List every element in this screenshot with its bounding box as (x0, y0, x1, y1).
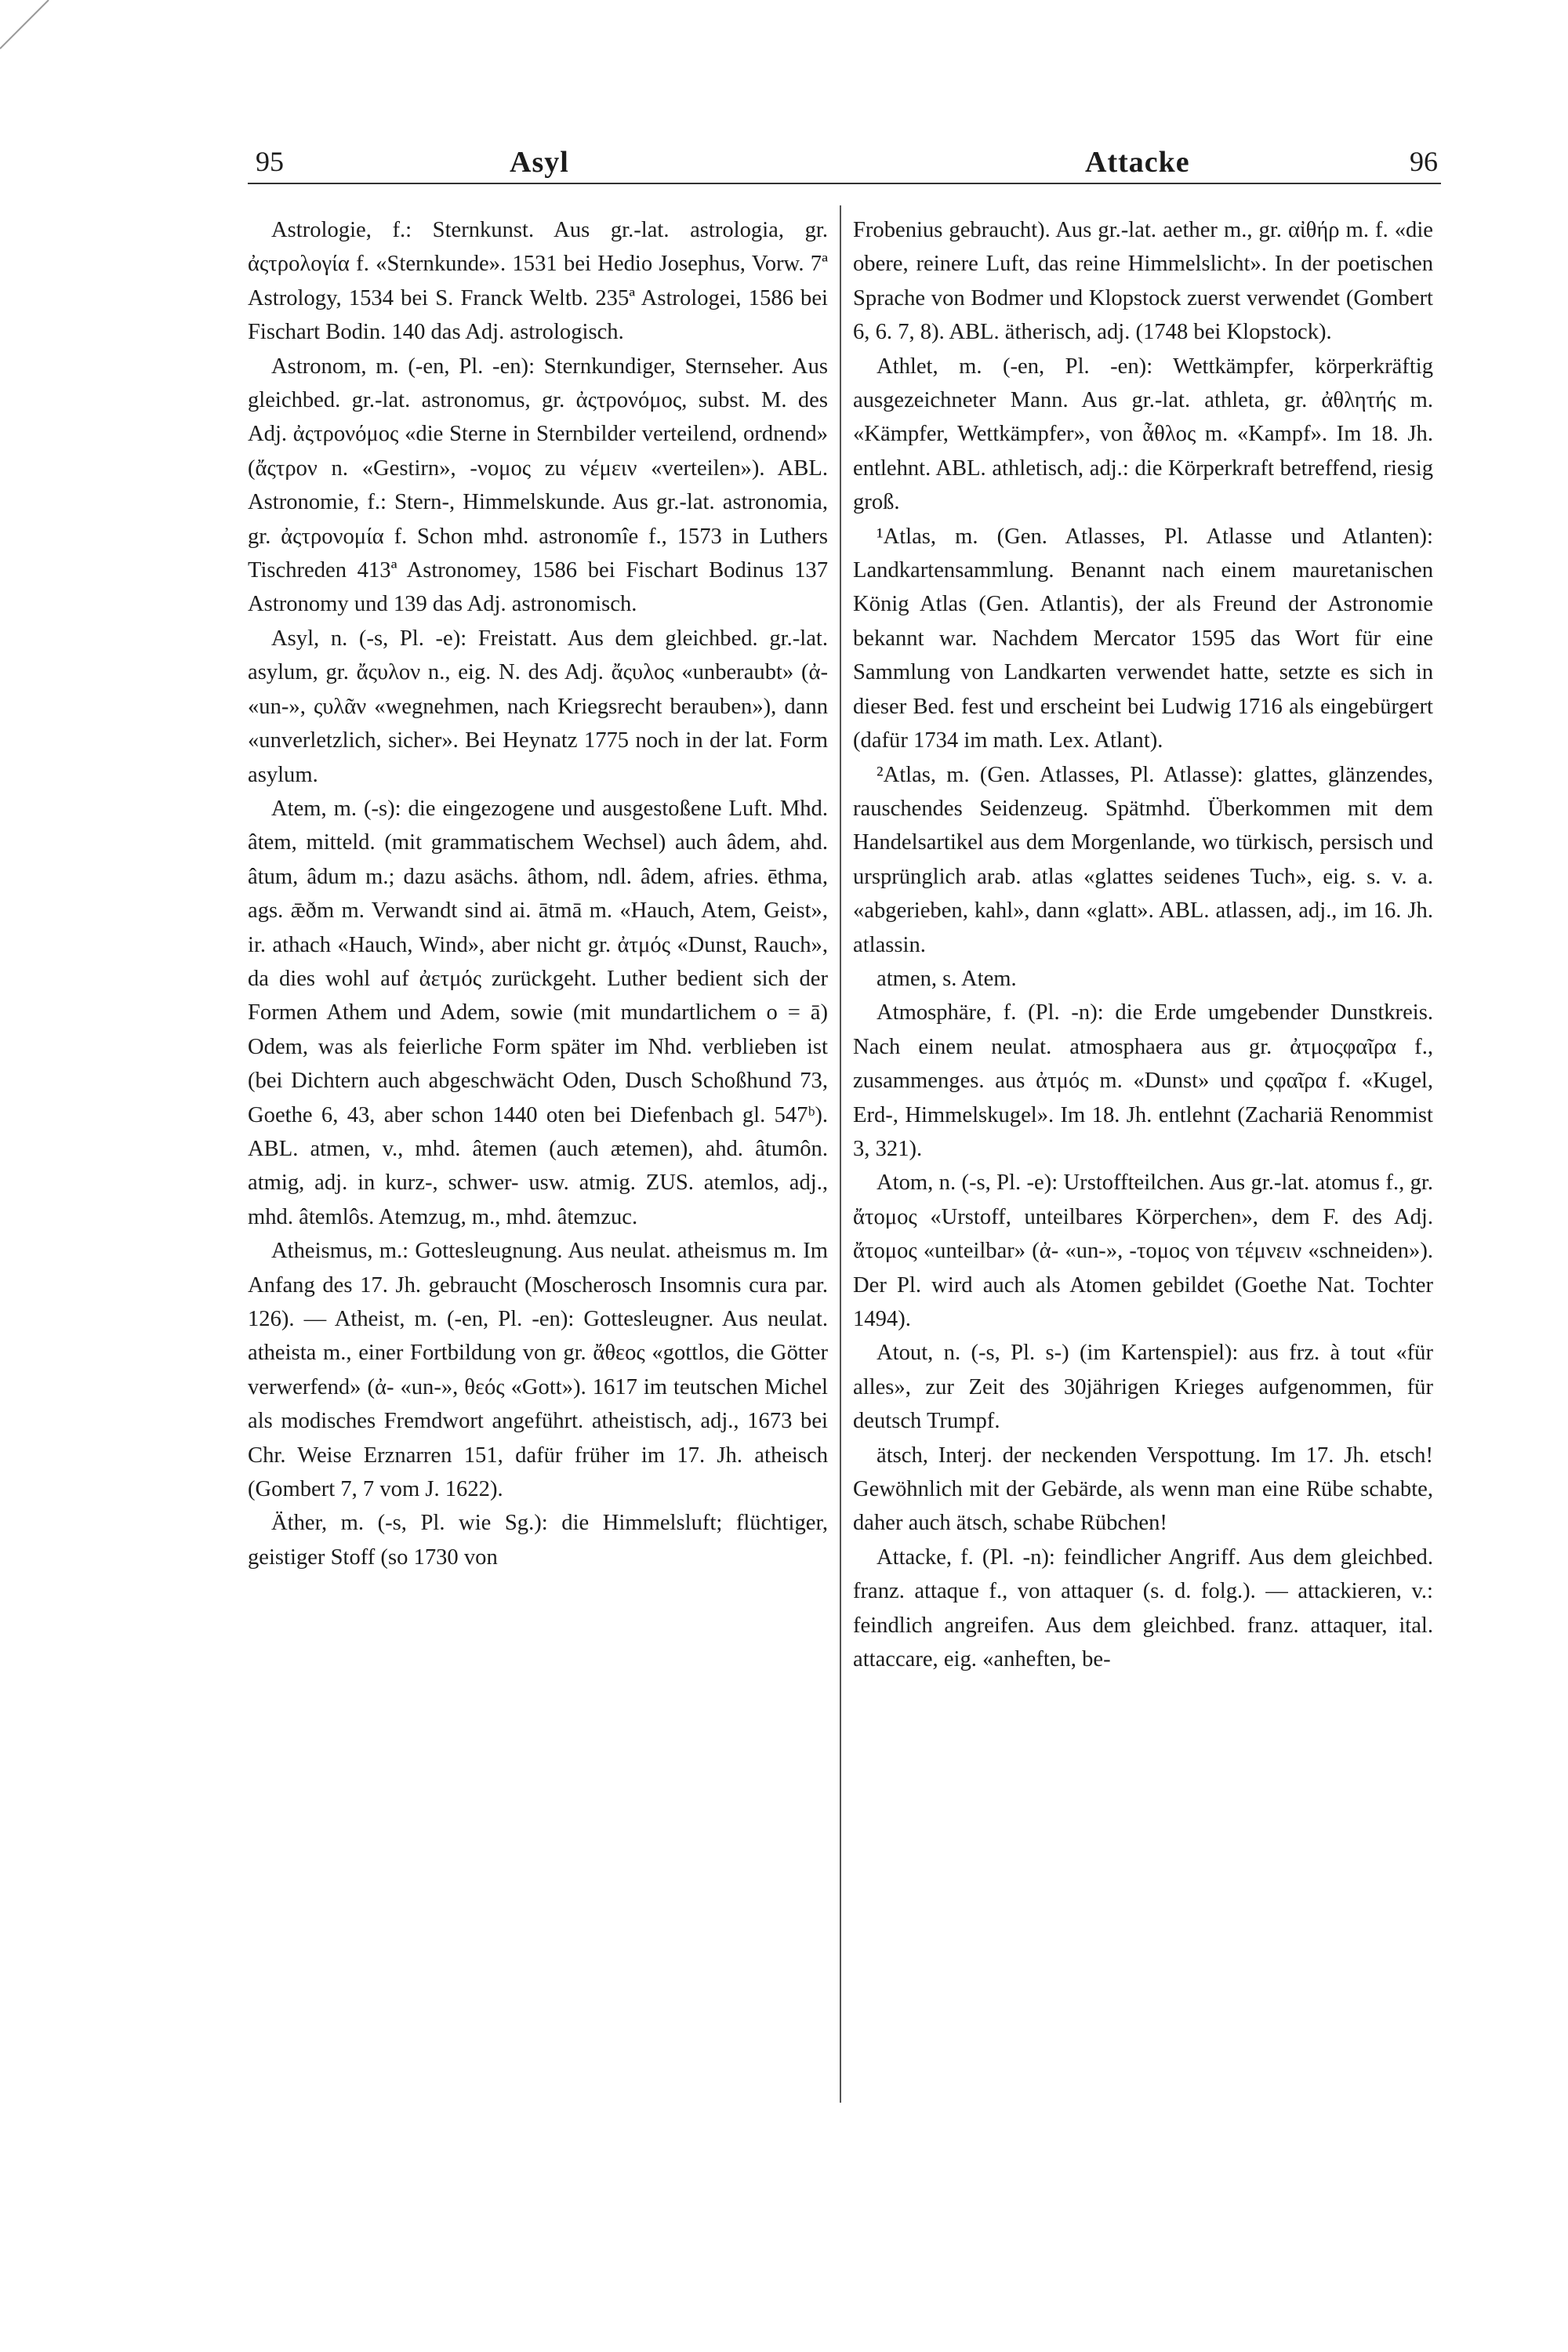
entry-atem: Atem, m. (-s): die eingezogene und ausgestoßene Luft. Mhd. âtem, mitteld. (mit grammatischem Wechsel) auch âdem, ahd. âtum, âdum m.; dazu asächs. âthom, ndl. âdem, afries. ēthma, ags. ǣðm m. Verwandt sind ai. ātmā m. «Hauch, Atem, Geist», ir. athach «Hauch, Wind», aber nicht gr. ἀτμός «Dunst, Rauch», da dies wohl auf ἀετμός zurückgeht. Luther bedient sich der Formen Athem und Adem, sowie (mit mundartlichem o = ā) Odem, was als feierliche Form später im Nhd. verblieben ist (bei Dichtern auch abgeschwächt Oden, Dusch Schoßhund 73, Goethe 6, 43, aber schon 1440 oten bei Diefenbach gl. 547ᵇ). ABL. atmen, v., mhd. âtemen (auch ætemen), ahd. âtumôn. atmig, adj. in kurz-, schwer- usw. atmig. ZUS. atemlos, adj., mhd. âtemlôs. Atemzug, m., mhd. âtemzuc. (248, 796, 828, 1229)
entry-astrologie: Astrologie, f.: Sternkunst. Aus gr.-lat. astrologia, gr. ἀςτρολογία f. «Sternkunde». 1531 bei Hedio Josephus, Vorw. 7ª Astrology, 1534 bei S. Franck Weltb. 235ª Astrologei, 1586 bei Fischart Bodin. 140 das Adj. astrologisch. (248, 218, 828, 345)
entry-atlas-1: ¹Atlas, m. (Gen. Atlasses, Pl. Atlasse und Atlanten): Landkartensammlung. Benannt nach einem mauretanischen König Atlas (Gen. Atlantis), der als Freund der Astronomie bekannt war. Nachdem Mercator 1595 das Wort für eine Sammlung von Landkarten verwendet hatte, setzte es sich in dieser Bed. fest und erscheint bei Ludwig 1716 als eingebürgert (dafür 1734 im math. Lex. Atlant). (853, 524, 1433, 753)
right-column (853, 213, 1433, 2267)
page-header (0, 145, 1568, 192)
scan-corner-mark (0, 0, 55, 55)
header-rule (248, 183, 1441, 184)
left-page-number: 95 (256, 146, 284, 177)
entry-atlas-2: ²Atlas, m. (Gen. Atlasses, Pl. Atlasse): glattes, glänzendes, rauschendes Seidenzeug. Spätmhd. Überkommen mit dem Handelsartikel aus dem Morgenlande, wo türkisch, persisch und ursprünglich arab. atlas «glattes seidenes Tuch», eig. s. v. a. «abgerieben, kahl», dann «glatt». ABL. atlassen, adj., im 16. Jh. atlassin. (853, 762, 1433, 957)
entry-aetsch: ätsch, Interj. der neckenden Verspottung. Im 17. Jh. etsch! Gewöhnlich mit der Gebärde, als wenn man eine Rübe schabte, daher auch ätsch, schabe Rübchen! (853, 1443, 1433, 1536)
entry-aether: Äther, m. (-s, Pl. wie Sg.): die Himmelsluft; flüchtiger, geistiger Stoff (so 1730 von (248, 1511, 828, 1570)
left-column (248, 213, 828, 2267)
right-headword: Attacke (1085, 146, 1190, 179)
entry-asyl: Asyl, n. (-s, Pl. -e): Freistatt. Aus dem gleichbed. gr.-lat. asylum, gr. ἄςυλον n., eig. N. des Adj. ἄςυλος «unberaubt» (ἀ- «un-», ςυλᾶν «wegnehmen, nach Kriegsrecht berauben»), dann «unverletzlich, sicher». Bei Heynatz 1775 noch in der lat. Form asylum. (248, 626, 828, 787)
entry-athlet: Athlet, m. (-en, Pl. -en): Wettkämpfer, körperkräftig ausgezeichneter Mann. Aus gr.-lat. athleta, gr. ἀθλητής m. «Kämpfer, Wettkämpfer», von ἆθλος m. «Kampf». Im 18. Jh. entlehnt. ABL. athletisch, adj.: die Körperkraft betreffend, riesig groß. (853, 354, 1433, 515)
column-divider (840, 205, 841, 2103)
entry-atmen-xref: atmen, s. Atem. (877, 966, 1017, 991)
entry-astronom: Astronom, m. (-en, Pl. -en): Sternkundiger, Sternseher. Aus gleichbed. gr.-lat. astronomus, gr. ἀςτρονόμος, subst. M. des Adj. ἀςτρονόμος «die Sterne in Sternbilder verteilend, ordnend» (ἄςτρον n. «Gestirn», -νομος zu νέμειν «verteilen»). ABL. Astronomie, f.: Stern-, Himmelskunde. Aus gr.-lat. astronomia, gr. ἀςτρονομία f. Schon mhd. astronomîe f., 1573 in Luthers Tischreden 413ª Astronomey, 1586 bei Fischart Bodinus 137 Astronomy und 139 das Adj. astronomisch. (248, 354, 828, 617)
entry-atmosphaere: Atmosphäre, f. (Pl. -n): die Erde umgebender Dunstkreis. Nach einem neulat. atmosphaera aus gr. ἀτμοςφαῖρα f., zusammenges. aus ἀτμός m. «Dunst» und ςφαῖρα f. «Kugel, Erd-, Himmelskugel». Im 18. Jh. entlehnt (Zachariä Renommist 3, 321). (853, 1000, 1433, 1161)
entry-attacke: Attacke, f. (Pl. -n): feindlicher Angriff. Aus dem gleichbed. franz. attaque f., von attaquer (s. d. folg.). — attackieren, v.: feindlich angreifen. Aus dem gleichbed. franz. attaquer, ital. attaccare, eig. «anheften, be- (853, 1544, 1433, 1672)
entry-atout: Atout, n. (-s, Pl. s-) (im Kartenspiel): aus frz. à tout «für alles», zur Zeit des 30jährigen Krieges aufgenommen, für deutsch Trumpf. (853, 1341, 1433, 1434)
left-headword: Asyl (510, 146, 569, 179)
entry-atheismus: Atheismus, m.: Gottesleugnung. Aus neulat. atheismus m. Im Anfang des 17. Jh. gebraucht (Moscherosch Insomnis cura par. 126). — Atheist, m. (-en, Pl. -en): Gottesleugner. Aus neulat. atheista m., einer Fortbildung von gr. ἄθεος «gottlos, die Götter verwerfend» (ἀ- «un-», θεός «Gott»). 1617 im teutschen Michel als modisches Fremdwort angeführt. atheistisch, adj., 1673 bei Chr. Weise Erznarren 151, dafür früher im 17. Jh. atheisch (Gombert 7, 7 vom J. 1622). (248, 1239, 828, 1502)
right-page-number: 96 (1410, 146, 1438, 177)
entry-atom: Atom, n. (-s, Pl. -e): Urstoffteilchen. Aus gr.-lat. atomus f., gr. ἄτομος «Urstoff, unteilbares Körperchen», dem F. des Adj. ἄτομος «unteilbar» (ἀ- «un-», -τομος von τέμνειν «schneiden»). Der Pl. wird auch als Atomen gebildet (Goethe Nat. Tochter 1494). (853, 1171, 1433, 1331)
entry-aether-continued: Frobenius gebraucht). Aus gr.-lat. aether m., gr. αἰθήρ m. f. «die obere, reinere Luft, das reine Himmelslicht». In der poetischen Sprache von Bodmer und Klopstock zuerst verwendet (Gombert 6, 6. 7, 8). ABL. ätherisch, adj. (1748 bei Klopstock). (853, 218, 1433, 345)
